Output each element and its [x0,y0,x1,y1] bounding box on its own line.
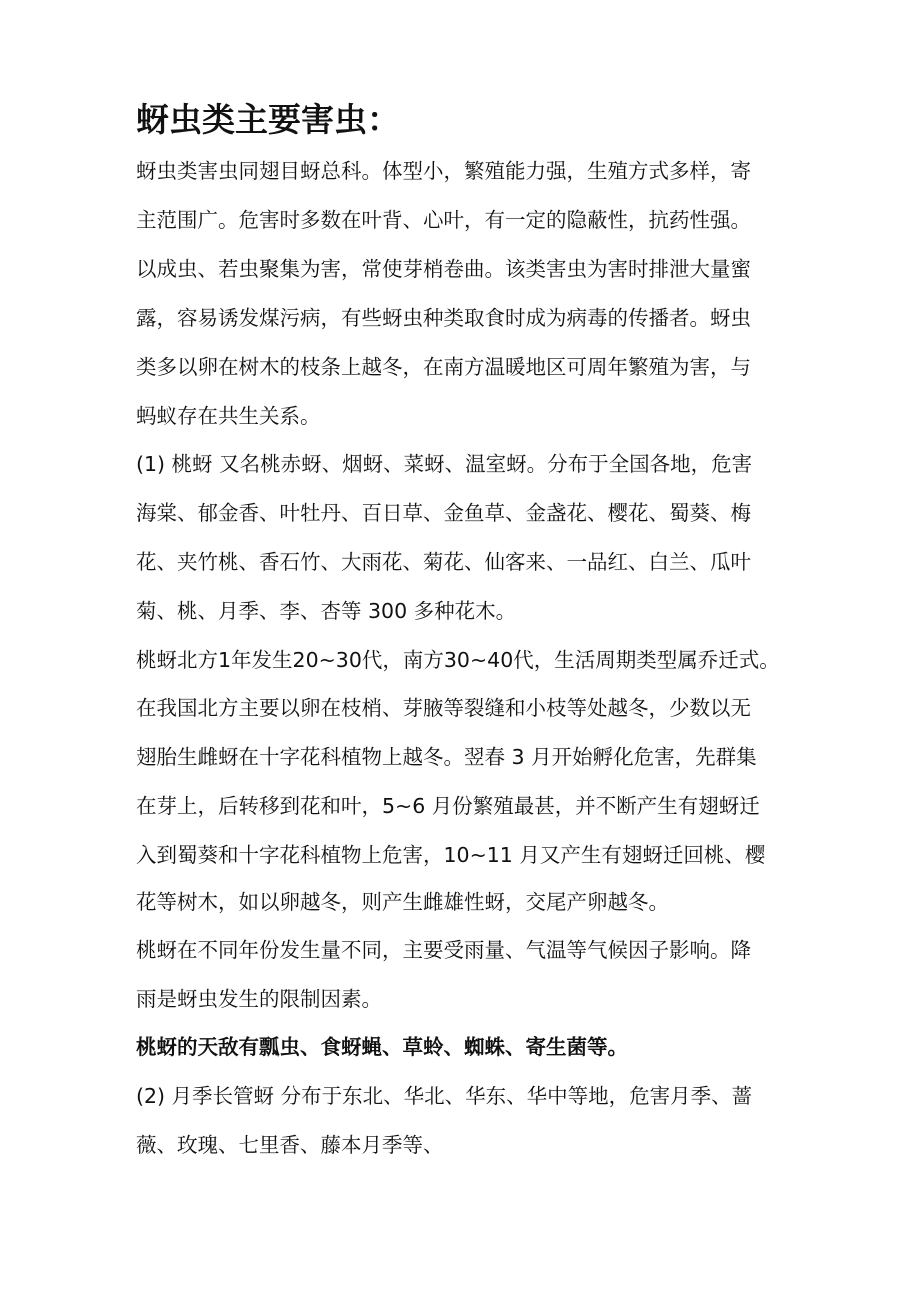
body-line-3: 以成虫、若虫聚集为害，常使芽梢卷曲。该类害虫为害时排泄大量蜜 [136,257,751,281]
body-line-10: 菊、桃、月季、李、杏等 300 多种花木。 [136,599,517,623]
body-line-5: 类多以卵在树木的枝条上越冬，在南方温暖地区可周年繁殖为害，与 [136,355,751,379]
body-line-14: 在芽上，后转移到花和叶，5~6 月份繁殖最甚，并不断产生有翅蚜迁 [136,794,760,818]
body-line-18: 雨是蚜虫发生的限制因素。 [136,987,382,1011]
body-line-20: (2) 月季长管蚜 分布于东北、华北、华东、华中等地，危害月季、蔷 [136,1084,753,1108]
body-line-2: 主范围广。危害时多数在叶背、心叶，有一定的隐蔽性，抗药性强。 [136,208,751,232]
document-title: 蚜虫类主要害虫： [136,100,400,139]
body-line-16: 花等树木，如以卵越冬，则产生雌雄性蚜，交尾产卵越冬。 [136,890,669,914]
body-line-4: 露，容易诱发煤污病，有些蚜虫种类取食时成为病毒的传播者。蚜虫 [136,306,751,330]
body-line-8: 海棠、郁金香、叶牡丹、百日草、金鱼草、金盏花、樱花、蜀葵、梅 [136,501,751,525]
body-line-21: 薇、玫瑰、七里香、藤本月季等、 [136,1133,444,1157]
body-line-6: 蚂蚁存在共生关系。 [136,404,321,428]
body-line-15: 入到蜀葵和十字花科植物上危害，10~11 月又产生有翅蚜迁回桃、樱 [136,843,766,867]
body-line-17: 桃蚜在不同年份发生量不同，主要受雨量、气温等气候因子影响。降 [136,938,751,962]
body-line-13: 翅胎生雌蚜在十字花科植物上越冬。翌春 3 月开始孵化危害，先群集 [136,745,757,769]
body-line-12: 在我国北方主要以卵在枝梢、芽腋等裂缝和小枝等处越冬，少数以无 [136,696,751,720]
body-line-7: (1) 桃蚜 又名桃赤蚜、烟蚜、菜蚜、温室蚜。分布于全国各地，危害 [136,452,753,476]
body-line-19-bold: 桃蚜的天敌有瓢虫、食蚜蝇、草蛉、蜘蛛、寄生菌等。 [136,1035,628,1059]
body-line-11: 桃蚜北方1年发生20~30代，南方30~40代，生活周期类型属乔迁式。 [136,648,780,672]
body-line-1: 蚜虫类害虫同翅目蚜总科。体型小，繁殖能力强，生殖方式多样，寄 [136,159,751,183]
body-line-9: 花、夹竹桃、香石竹、大雨花、菊花、仙客来、一品红、白兰、瓜叶 [136,550,751,574]
